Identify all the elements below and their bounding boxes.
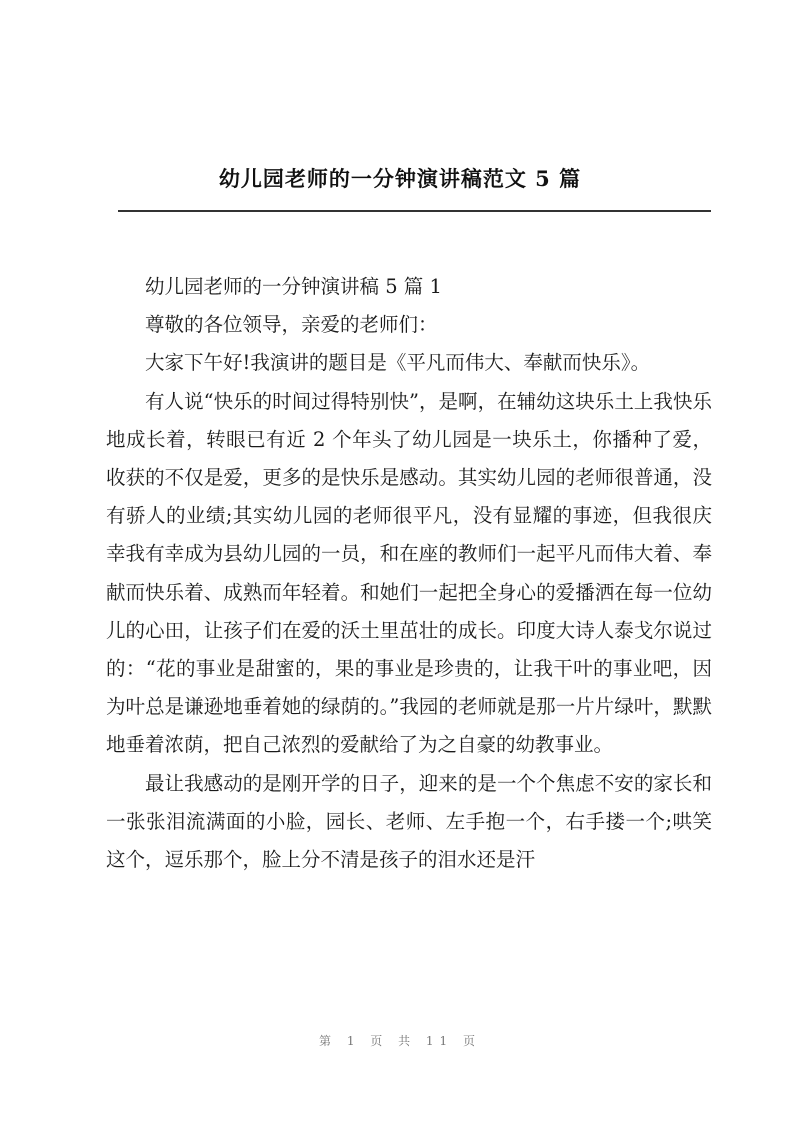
body-paragraph: 最让我感动的是刚开学的日子，迎来的是一个个焦虑不安的家长和一张张泪流满面的小脸，园长、老师、左手抱一个，右手搂一个;哄笑这个，逗乐那个，脸上分不清是孩子的泪水还是汗	[106, 771, 712, 872]
title-divider	[118, 210, 711, 212]
body-paragraph: 有人说“快乐的时间过得特别快”，是啊，在辅幼这块乐土上我快乐地成长着，转眼已有近 2 个年头了幼儿园是一块乐土，你播种了爱，收获的不仅是爱，更多的是快乐是感动。其实幼儿园的老师很普通，没有骄人的业绩;其实幼儿园的老师很平凡，没有显耀的事迹，但我很庆幸我有幸成为县幼儿园的一员，和在座的教师们一起平凡而伟大着、奉献而快乐着、成熟而年轻着。和她们一起把全身心的爱播洒在每一位幼儿的心田，让孩子们在爱的沃土里茁壮的成长。印度大诗人泰戈尔说过的：“花的事业是甜蜜的，果的事业是珍贵的，让我干叶的事业吧，因为叶总是谦逊地垂着她的绿荫的。”我园的老师就是那一片片绿叶，默默地垂着浓荫，把自己浓烈的爱献给了为之自豪的幼教事业。	[106, 389, 712, 757]
document-body	[106, 268, 712, 879]
section-heading: 幼儿园老师的一分钟演讲稿 5 篇 1	[145, 275, 442, 298]
document-title: 幼儿园老师的一分钟演讲稿范文 5 篇	[218, 166, 582, 191]
greeting-paragraph: 大家下午好!我演讲的题目是《平凡而伟大、奉献而快乐》。	[145, 351, 651, 375]
salutation-paragraph: 尊敬的各位领导，亲爱的老师们：	[145, 313, 438, 337]
page-number-footer: 第 1 页 共 11 页	[319, 1034, 481, 1048]
